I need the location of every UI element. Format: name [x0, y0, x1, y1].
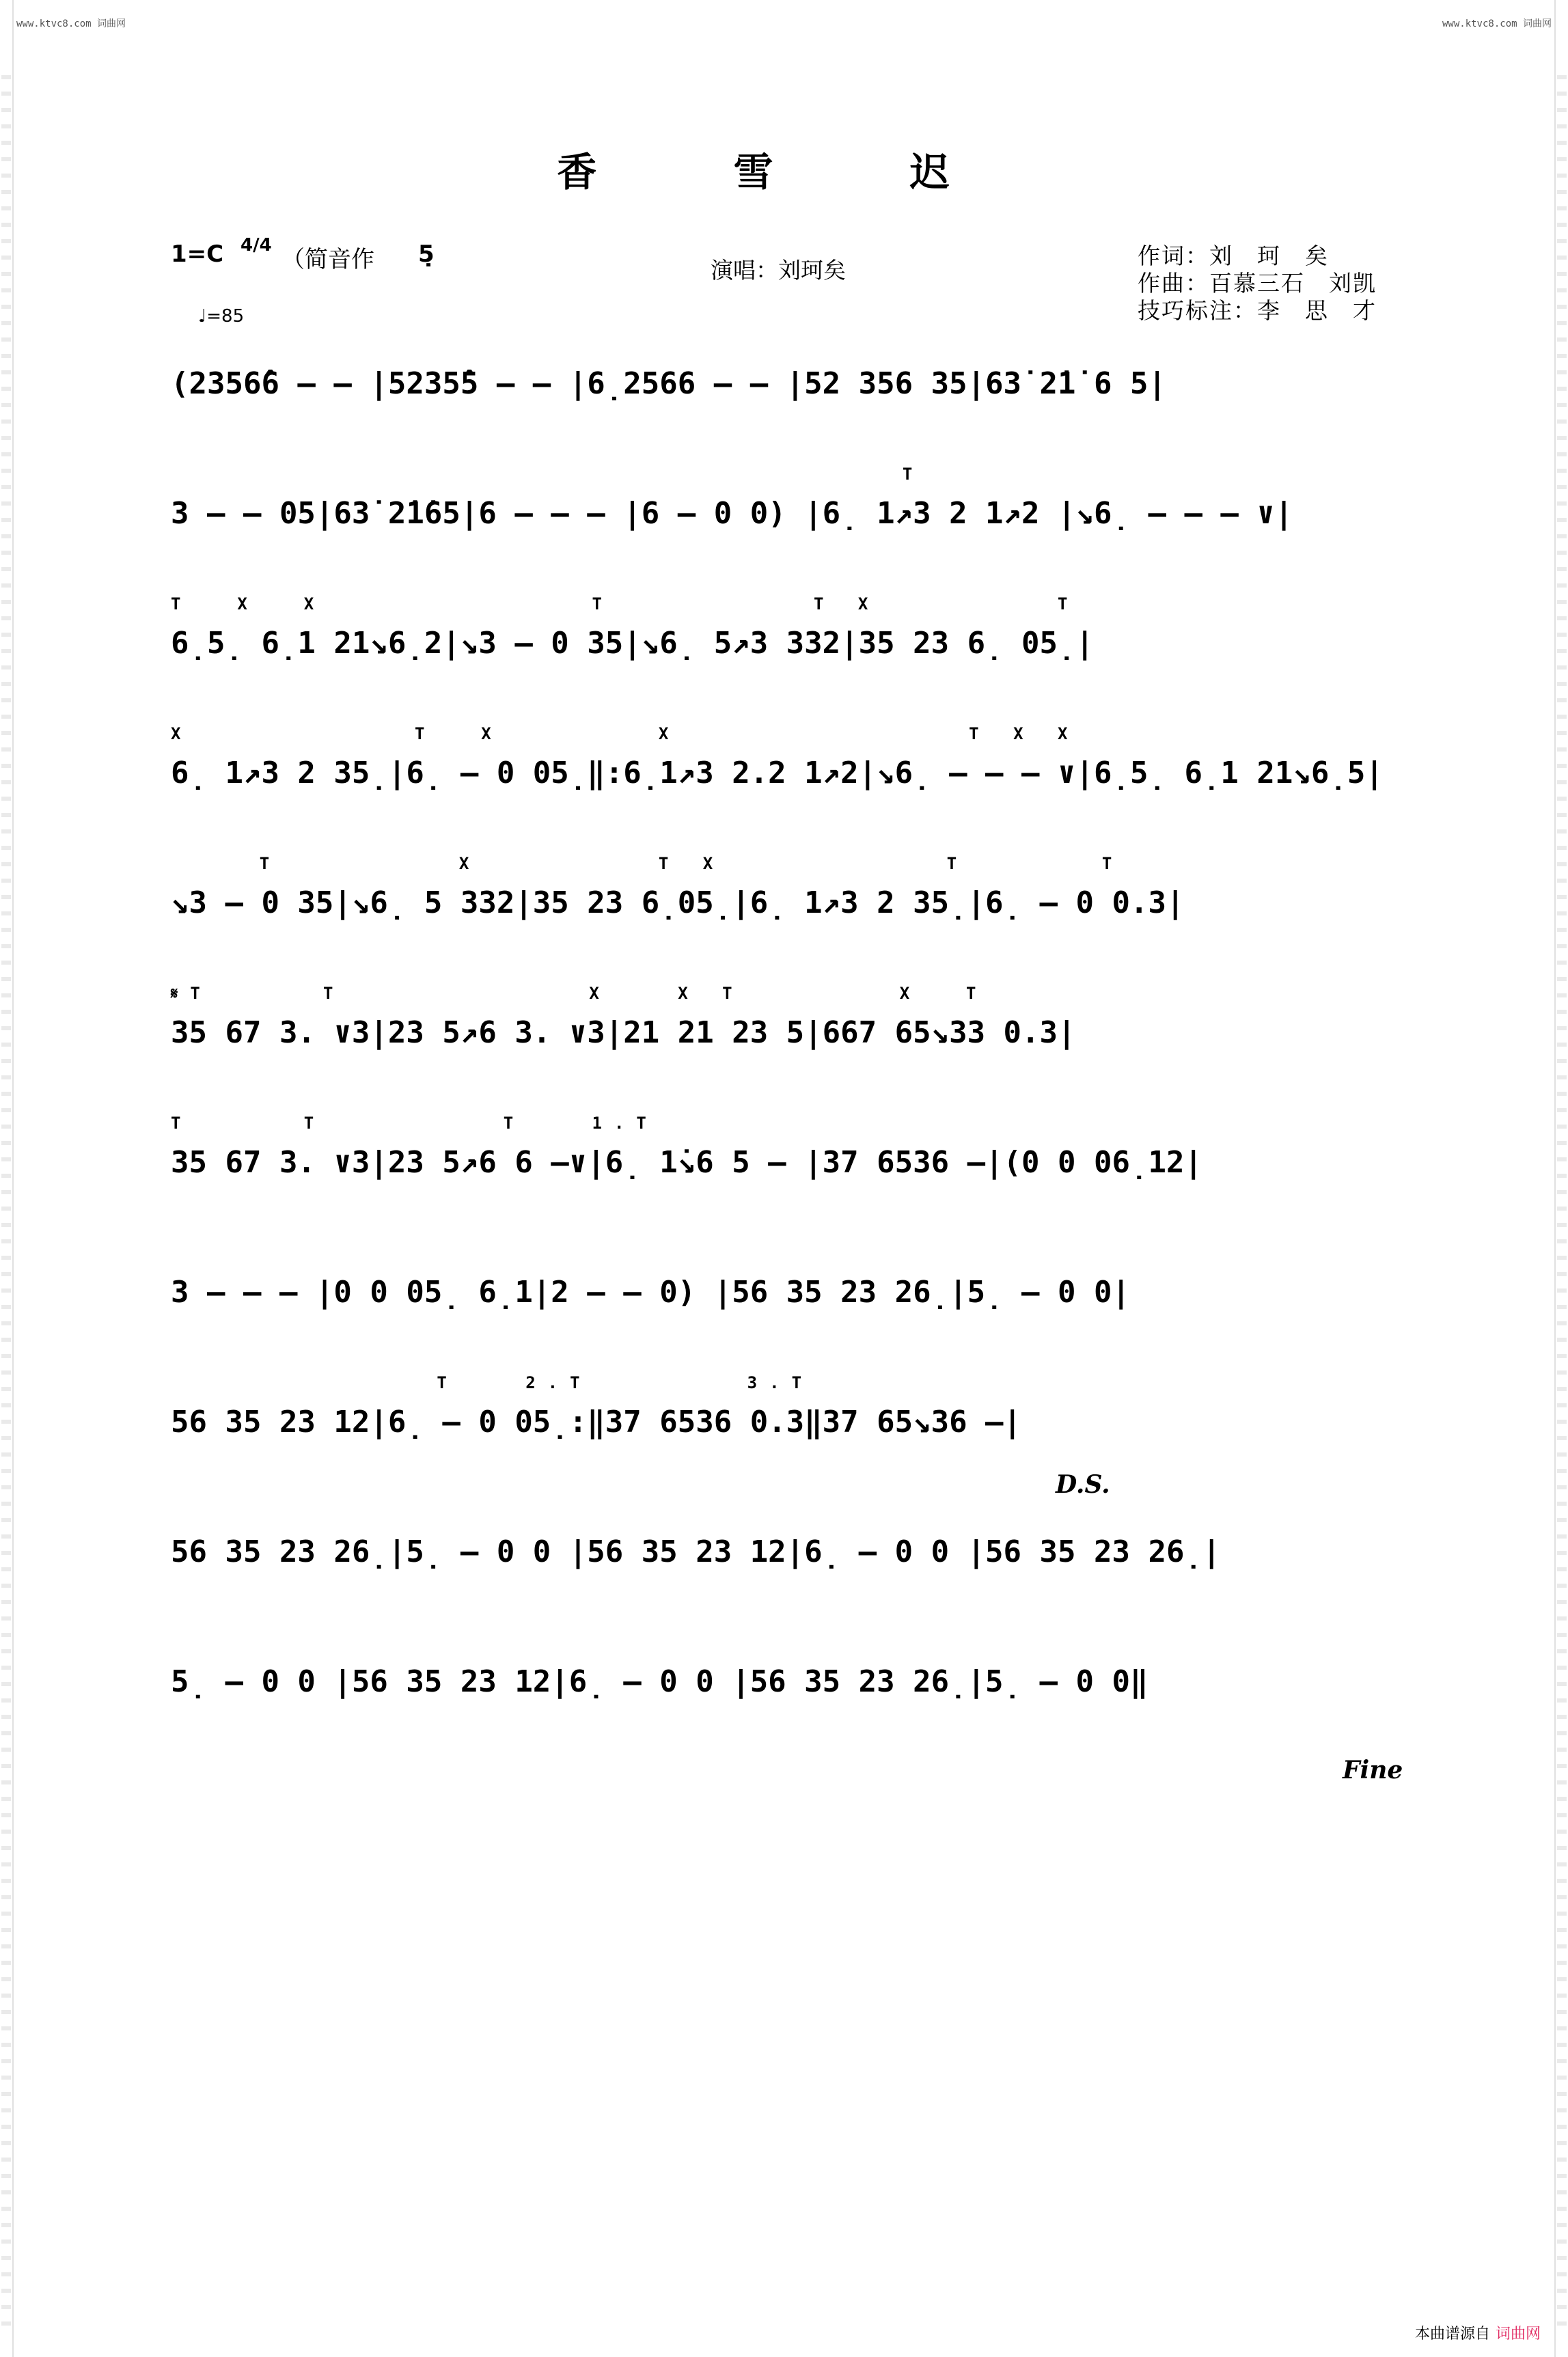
score-line	[171, 1373, 1401, 1462]
intro-note: 5̣	[418, 240, 435, 268]
notation-measures: ↘3 – 0 35|↘6̣ 5 332|35 23 6̣05̣|6̣ 1↗3 2 35̣|6̣ – 0 0.3|	[171, 885, 1185, 920]
footer-text: 本曲谱源自	[1414, 2326, 1490, 2343]
notation-measures: (2356̂6 – – |5235̂5 – – |6̣2566 – – |52 356 35|63̇ 2̇1̇ 6 5|	[171, 366, 1166, 401]
score-line	[171, 465, 1401, 553]
score-line	[171, 854, 1401, 943]
technique-annotator: 技巧标注：李 思 才	[1138, 297, 1377, 324]
notation-measures: 3 – – – |0 0 05̣ 6̣1|2 – – 0) |56 35 23 26̣|5̣ – 0 0|	[171, 1275, 1130, 1310]
watermark-strip-left	[1, 75, 11, 2330]
score-line	[171, 594, 1401, 683]
footer-brand: 词曲网	[1495, 2326, 1541, 2343]
score-line	[171, 724, 1401, 813]
page-border-right	[1554, 0, 1556, 2357]
score-line	[171, 1114, 1401, 1202]
singer: 演唱：刘珂矣	[711, 257, 846, 284]
technique-marks: T 2.T 3.T	[171, 1373, 814, 1392]
score-line	[171, 1510, 1401, 1592]
tempo-mark: ♩=85	[198, 306, 245, 327]
dal-segno: D.S.	[1056, 1470, 1110, 1499]
notation-measures: 56 35 23 12|6̣ – 0 05̣:‖37 6536 0.3‖37 65↘36 –|	[171, 1405, 1022, 1439]
score-line	[171, 1640, 1401, 1722]
notation-measures: 5̣ – 0 0 |56 35 23 12|6̣ – 0 0 |56 35 23 26̣|5̣ – 0 0‖	[171, 1664, 1149, 1699]
technique-marks	[171, 1633, 1401, 1660]
score-line	[171, 984, 1401, 1073]
technique-marks	[171, 1503, 1401, 1530]
composer: 作曲：百慕三石 刘凯	[1138, 270, 1377, 297]
technique-marks: T	[171, 465, 925, 484]
technique-marks: T T T 1.T	[171, 1114, 659, 1133]
watermark-right: www.ktvc8.com 词曲网	[1442, 18, 1552, 29]
technique-marks: T X T X T T	[171, 854, 1125, 873]
notation-measures: 56 35 23 26̣|5̣ – 0 0 |56 35 23 12|6̣ – 0 0 |56 35 23 26̣|	[171, 1534, 1221, 1569]
notation-measures: 6̣5̣ 6̣1 21↘6̣2|↘3 – 0 35|↘6̣ 5↗3 332|35 23 6̣ 05̣|	[171, 626, 1095, 661]
score-line	[171, 342, 1401, 424]
score-line	[171, 1250, 1401, 1332]
watermark-strip-right	[1557, 75, 1567, 2330]
lyricist: 作词：刘 珂 矣	[1138, 243, 1329, 269]
page-border-left	[12, 0, 14, 2357]
watermark-left: www.ktvc8.com 词曲网	[16, 18, 126, 29]
key-signature: 1=C	[171, 240, 224, 268]
technique-marks	[171, 335, 1401, 362]
technique-marks	[171, 1243, 1401, 1271]
notation-measures: 35 67 3. ∨3|23 5↗6 3. ∨3|21 21 23 5|667 65↘33 0.3|	[171, 1015, 1076, 1050]
technique-marks: 𝄋T T X X T X T	[171, 984, 989, 1003]
time-signature: 4/4	[240, 235, 272, 256]
intro-text: （简音作	[281, 246, 374, 273]
notation-measures: 6̣ 1↗3 2 35̣|6̣ – 0 05̣‖:6̣1↗3 2.2 1↗2|↘6̣ – – – ∨|6̣5̣ 6̣1 21↘6̣5|	[171, 756, 1384, 790]
technique-marks: X T X X T X X	[171, 724, 1080, 743]
technique-marks: T X X T T X T	[171, 594, 1080, 614]
fine-mark: Fine	[1343, 1756, 1403, 1784]
song-title: 香 雪 迟	[557, 149, 1011, 195]
notation-measures: 3 – – 05|63̇ 2̇1̇65|6 – – – |6 – 0 0) |6̣ 1↗3 2 1↗2 |↘6̣ – – – ∨|	[171, 496, 1293, 531]
notation-measures: 35 67 3. ∨3|23 5↗6 6 –∨|6̣ 1̇↘6 5 – |37 6536 –|(0 0 06̣12|	[171, 1145, 1202, 1180]
footer-source	[1415, 2322, 1541, 2343]
